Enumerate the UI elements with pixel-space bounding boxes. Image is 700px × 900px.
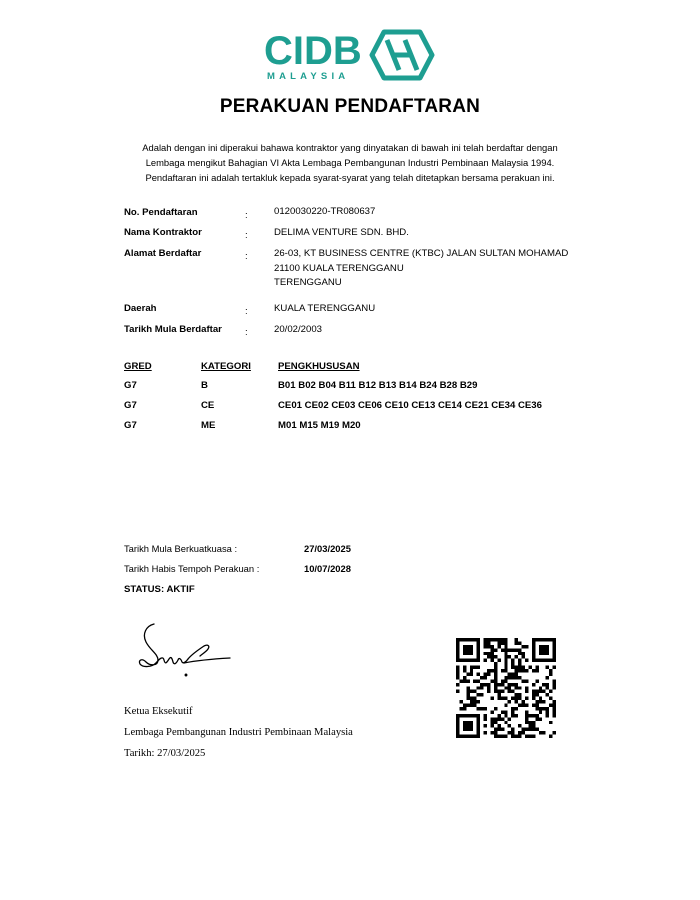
grade-row-kategori: CE <box>201 400 215 411</box>
qr-code-icon[interactable] <box>456 638 556 738</box>
logo-brand-text: CIDB <box>264 29 362 73</box>
intro-line: Lembaga mengikut Bahagian VI Akta Lembaga Pembangunan Industri Pembinaan Malaysia 1994. <box>145 157 555 168</box>
tarikh-mula-berdaftar-label: Tarikh Mula Berdaftar <box>124 324 222 335</box>
grade-row-gred: G7 <box>124 400 137 411</box>
alamat-line: 26-03, KT BUSINESS CENTRE (KTBC) JALAN SULTAN MOHAMAD <box>274 248 569 259</box>
colon: : <box>245 251 248 262</box>
daerah-value: KUALA TERENGGANU <box>274 303 376 314</box>
signatory-date: Tarikh: 27/03/2025 <box>124 748 206 759</box>
hexagon-h-mark-icon <box>372 32 432 78</box>
alamat-label: Alamat Berdaftar <box>124 248 202 259</box>
handwritten-signature-icon <box>132 620 236 680</box>
no-pendaftaran-value: 0120030220-TR080637 <box>274 206 376 217</box>
tarikh-mula-berdaftar-value: 20/02/2003 <box>274 324 323 335</box>
grade-row-pengkhususan: B01 B02 B04 B11 B12 B13 B14 B24 B28 B29 <box>278 380 478 391</box>
alamat-value <box>274 247 568 291</box>
nama-kontraktor-label: Nama Kontraktor <box>124 227 202 238</box>
cidb-logo <box>262 26 438 84</box>
intro-line: Adalah dengan ini diperakui bahawa kontraktor yang dinyatakan di bawah ini telah berdaftar dengan <box>142 142 558 153</box>
grade-row-kategori: B <box>201 380 208 391</box>
colon: : <box>245 327 248 338</box>
grade-header-gred: GRED <box>124 361 152 372</box>
grade-row-gred: G7 <box>124 420 137 431</box>
grade-row-gred: G7 <box>124 380 137 391</box>
tarikh-habis-tempoh-value: 10/07/2028 <box>304 563 351 574</box>
alamat-line: TERENGGANU <box>274 277 342 288</box>
grade-row-pengkhususan: M01 M15 M19 M20 <box>278 420 361 431</box>
alamat-line: 21100 KUALA TERENGGANU <box>274 262 404 274</box>
signatory-position: Ketua Eksekutif <box>124 706 193 717</box>
colon: : <box>245 210 248 221</box>
grade-row-kategori: ME <box>201 420 216 431</box>
daerah-label: Daerah <box>124 303 157 314</box>
grade-header-kategori: KATEGORI <box>201 361 251 372</box>
signatory-organisation: Lembaga Pembangunan Industri Pembinaan Malaysia <box>124 727 353 738</box>
logo-country-text: MALAYSIA <box>267 71 350 82</box>
intro-line: Pendaftaran ini adalah tertakluk kepada syarat-syarat yang telah ditetapkan bersama perakuan ini. <box>145 172 555 183</box>
colon: : <box>245 230 248 241</box>
tarikh-mula-berkuatkuasa-value: 27/03/2025 <box>304 543 351 554</box>
colon: : <box>245 306 248 317</box>
grade-row-pengkhususan: CE01 CE02 CE03 CE06 CE10 CE13 CE14 CE21 CE34 CE36 <box>278 400 542 411</box>
tarikh-habis-tempoh-label: Tarikh Habis Tempoh Perakuan : <box>124 563 260 574</box>
tarikh-mula-berkuatkuasa-label: Tarikh Mula Berkuatkuasa : <box>124 543 238 554</box>
intro-paragraph <box>108 140 592 185</box>
nama-kontraktor-value: DELIMA VENTURE SDN. BHD. <box>274 227 409 238</box>
grade-header-pengkhususan: PENGKHUSUSAN <box>278 361 360 372</box>
status-badge: STATUS: AKTIF <box>124 584 195 595</box>
no-pendaftaran-label: No. Pendaftaran <box>124 207 198 218</box>
certificate-title: PERAKUAN PENDAFTARAN <box>219 96 481 117</box>
